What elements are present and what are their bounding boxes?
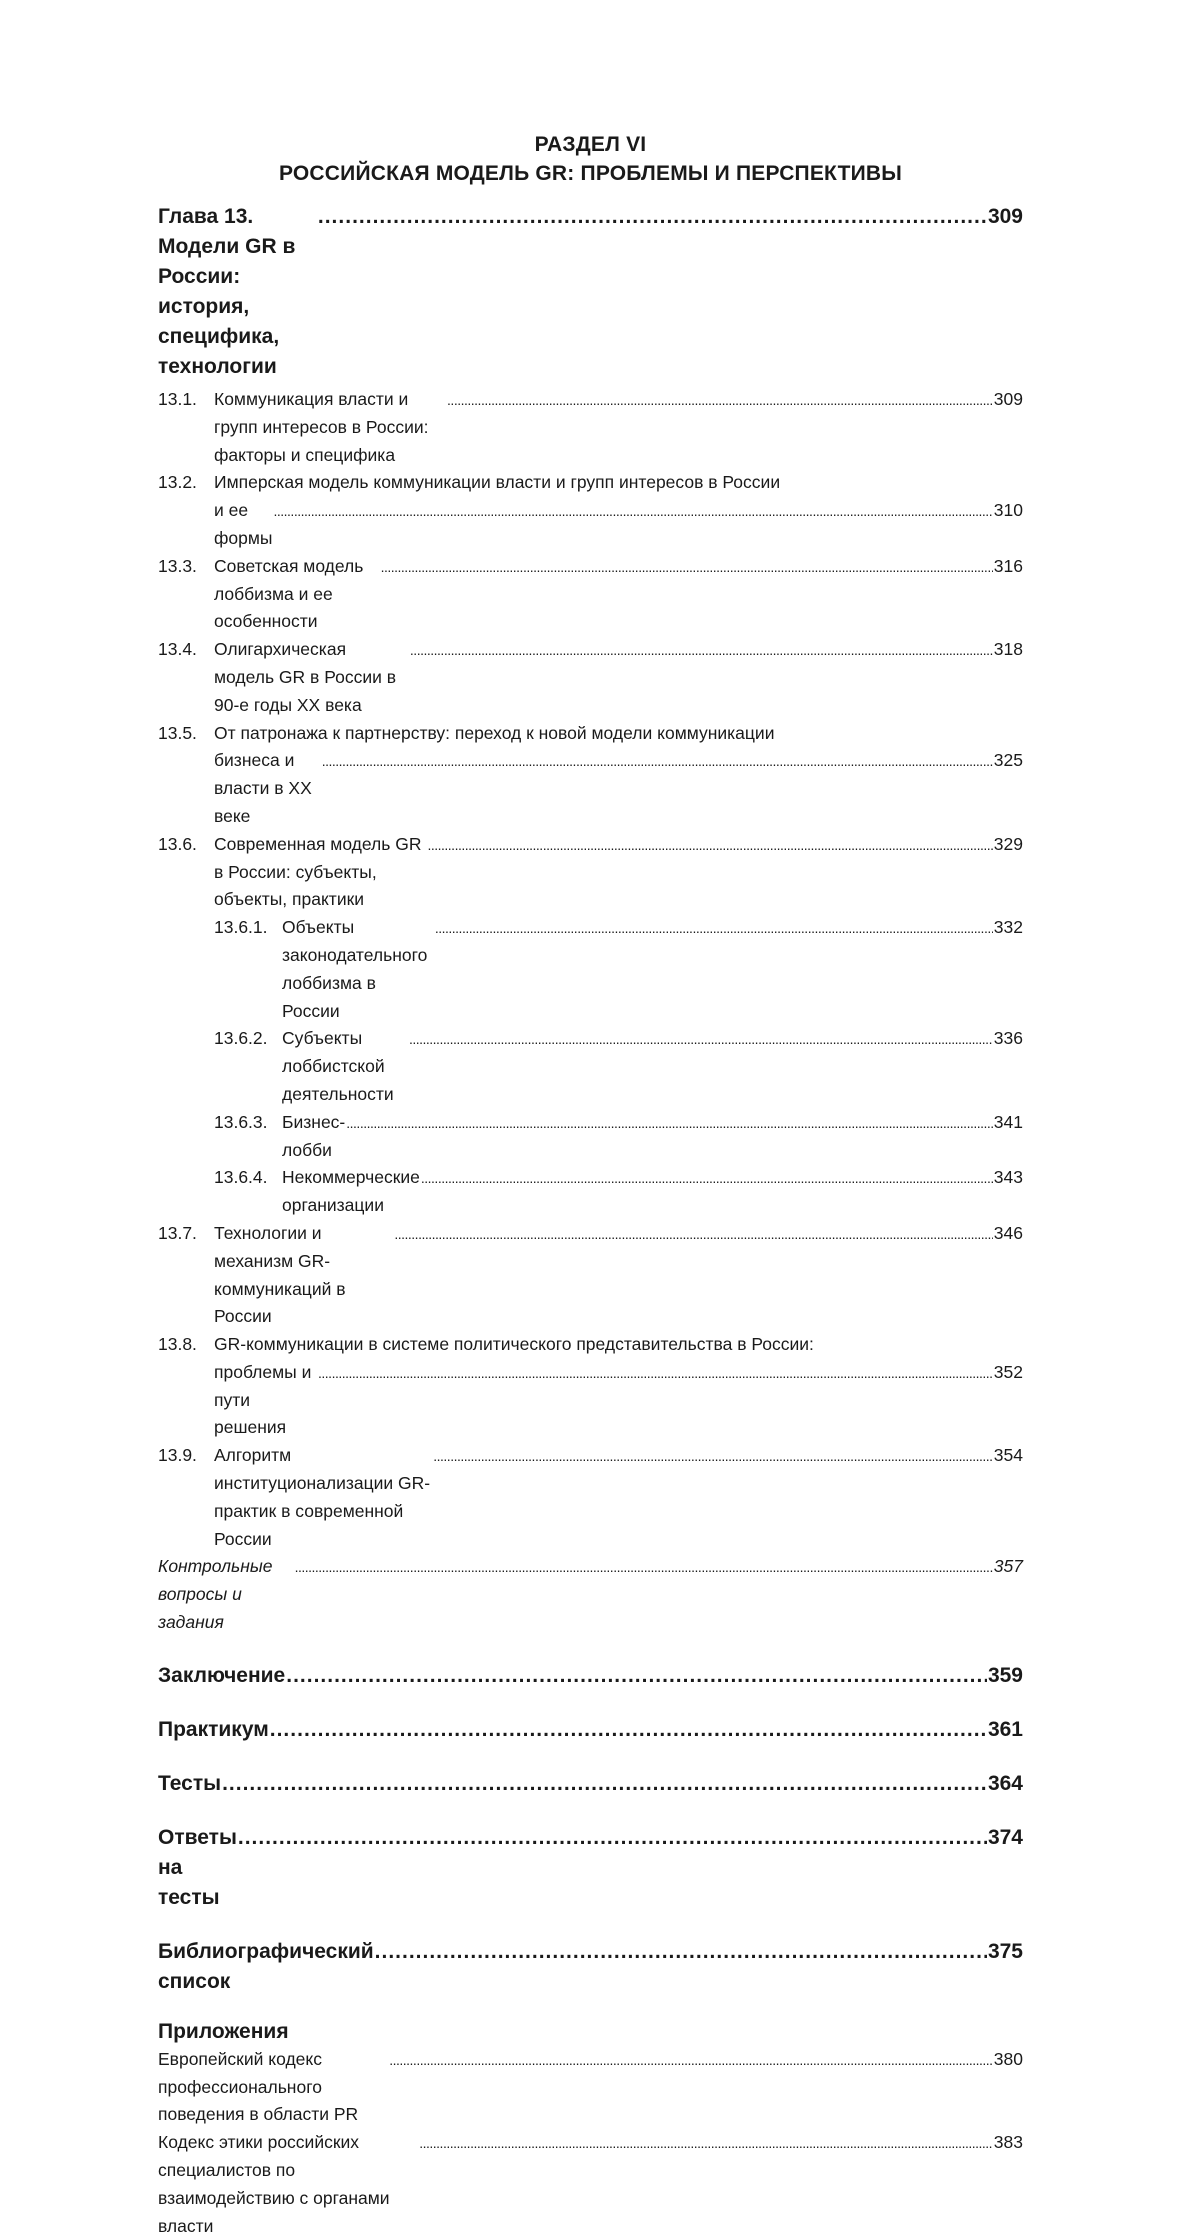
- leader-dots: [419, 2130, 993, 2158]
- entry-title-cont: бизнеса и власти в XX веке: [214, 750, 312, 826]
- toc-subentry[interactable]: [158, 914, 1023, 1025]
- entry-number: 13.6.1.: [214, 917, 268, 938]
- toc-major-practicum[interactable]: [158, 1715, 1023, 1745]
- entry-page: 343: [993, 1167, 1023, 1188]
- leader-dots: [433, 1443, 993, 1471]
- chapter-page: 309: [987, 205, 1023, 228]
- entry-page: 354: [993, 1445, 1023, 1466]
- entry-title: Коммуникация власти и групп интересов в России: факторы и специфика: [214, 389, 429, 465]
- leader-dots: [318, 202, 987, 232]
- leader-dots: [273, 498, 992, 526]
- chapter-title: Глава 13. Модели GR в России: история, специфика, технологии: [158, 205, 296, 378]
- entry-title: Современная модель GR в России: субъекты, объекты, практики: [214, 833, 422, 910]
- entry-title: Технологии и механизм GR-коммуникаций в России: [214, 1222, 346, 1327]
- leader-dots: [394, 1221, 992, 1249]
- entry-number: 13.7.: [158, 1222, 197, 1243]
- entry-number: 13.6.2.: [214, 1028, 268, 1049]
- leader-dots: [295, 1554, 993, 1582]
- entry-page: 316: [993, 555, 1023, 576]
- entry-page: 341: [993, 1111, 1023, 1132]
- leader-dots: [375, 1937, 987, 1967]
- appendix-title: Приложения: [158, 2019, 289, 2043]
- entry-title: GR-коммуникации в системе политического представительства в России:: [214, 1334, 814, 1355]
- major-page: 359: [987, 1663, 1023, 1687]
- toc-entry[interactable]: [158, 1331, 1023, 1442]
- toc-page: [158, 130, 1023, 2240]
- toc-entry[interactable]: [158, 636, 1023, 719]
- entry-number: 13.4.: [158, 639, 197, 660]
- entry-title: Советская модель лоббизма и ее особенности: [214, 555, 364, 632]
- entry-page: 329: [993, 833, 1023, 854]
- questions-page: 357: [993, 1556, 1023, 1577]
- toc-entry[interactable]: [158, 386, 1023, 469]
- entry-page: 336: [993, 1028, 1023, 1049]
- toc-entry[interactable]: [158, 831, 1023, 914]
- major-label: Практикум: [158, 1717, 269, 1741]
- toc-major-conclusion[interactable]: [158, 1661, 1023, 1691]
- section-label: РАЗДЕЛ VI: [534, 133, 647, 156]
- toc-entry[interactable]: [158, 469, 1023, 552]
- entry-page: 318: [993, 639, 1023, 660]
- entry-page: 309: [993, 389, 1023, 409]
- toc-entry[interactable]: [158, 1220, 1023, 1331]
- appendix-page: 383: [993, 2132, 1023, 2153]
- major-page: 364: [987, 1771, 1023, 1795]
- leader-dots: [270, 1715, 987, 1745]
- leader-dots: [410, 637, 993, 665]
- toc-major-bibliography[interactable]: [158, 1937, 1023, 1997]
- major-page: 361: [987, 1717, 1023, 1741]
- leader-dots: [238, 1823, 987, 1853]
- entry-number: 13.5.: [158, 722, 197, 743]
- major-page: 374: [987, 1825, 1023, 1849]
- entry-number: 13.1.: [158, 389, 197, 409]
- chapter-entry[interactable]: [158, 202, 1023, 382]
- entry-page: 352: [993, 1361, 1023, 1382]
- section-title: РОССИЙСКАЯ МОДЕЛЬ GR: ПРОБЛЕМЫ И ПЕРСПЕКТИВЫ: [278, 162, 903, 185]
- toc-major-tests[interactable]: [158, 1769, 1023, 1799]
- entry-title: Имперская модель коммуникации власти и групп интересов в России: [214, 472, 781, 493]
- appendix-label: Европейский кодекс профессионального поведения в области PR: [158, 2048, 359, 2125]
- entry-title: Олигархическая модель GR в России в 90-е годы XX века: [214, 639, 397, 715]
- leader-dots: [222, 1769, 987, 1799]
- leader-dots: [421, 1165, 993, 1193]
- entry-number: 13.9.: [158, 1445, 197, 1466]
- toc-subentry[interactable]: [158, 1109, 1023, 1165]
- toc-subentry[interactable]: [158, 1025, 1023, 1108]
- questions-label: Контрольные вопросы и задания: [158, 1556, 273, 1633]
- major-label: Заключение: [158, 1663, 286, 1687]
- major-label: Ответы на тесты: [158, 1825, 237, 1909]
- entry-page: 346: [993, 1222, 1023, 1243]
- entry-number: 13.2.: [158, 472, 197, 493]
- toc-entry[interactable]: [158, 553, 1023, 636]
- entry-number: 13.6.4.: [214, 1167, 268, 1188]
- leader-dots: [409, 1026, 993, 1054]
- entry-page: 310: [993, 500, 1023, 521]
- entry-title: Алгоритм институционализации GR-практик в современной России: [214, 1445, 431, 1549]
- questions-entry[interactable]: [158, 1553, 1023, 1636]
- leader-dots: [318, 1360, 993, 1388]
- leader-dots: [427, 832, 992, 860]
- leader-dots: [381, 554, 993, 582]
- leader-dots: [447, 387, 993, 415]
- leader-dots: [286, 1661, 987, 1691]
- entry-title: Объекты законодательного лоббизма в России: [282, 917, 428, 1021]
- section-header: [158, 130, 1023, 188]
- entry-title: От патронажа к партнерству: переход к новой модели коммуникации: [214, 722, 775, 743]
- appendix-label: Кодекс этики российских специалистов по взаимодействию с органами власти: [158, 2132, 390, 2236]
- appendix-page: 380: [993, 2048, 1023, 2069]
- entry-title: Субъекты лоббистской деятельности: [282, 1028, 394, 1104]
- leader-dots: [322, 748, 993, 776]
- leader-dots: [389, 2047, 993, 2075]
- entry-page: 325: [993, 750, 1023, 771]
- entry-number: 13.6.: [158, 833, 197, 854]
- entry-title-cont: проблемы и пути решения: [214, 1361, 312, 1438]
- entry-number: 13.6.3.: [214, 1111, 268, 1132]
- entry-title-cont: и ее формы: [214, 500, 273, 548]
- entry-number: 13.8.: [158, 1334, 197, 1355]
- toc-major-answers[interactable]: [158, 1823, 1023, 1913]
- entry-title: Бизнес-лобби: [282, 1111, 346, 1160]
- major-label: Тесты: [158, 1771, 222, 1795]
- toc-entry[interactable]: [158, 1442, 1023, 1553]
- appendix-item[interactable]: [158, 2046, 1023, 2129]
- leader-dots: [346, 1110, 993, 1138]
- entry-number: 13.3.: [158, 555, 197, 576]
- major-label: Библиографический список: [158, 1939, 374, 1993]
- major-page: 375: [987, 1939, 1023, 1963]
- entry-page: 332: [993, 917, 1023, 938]
- entry-title: Некоммерческие организации: [282, 1167, 420, 1216]
- chapter-entries: [158, 386, 1023, 1637]
- toc-entry[interactable]: [158, 720, 1023, 831]
- leader-dots: [435, 915, 993, 943]
- toc-subentry[interactable]: [158, 1164, 1023, 1220]
- appendix-item[interactable]: [158, 2129, 1023, 2240]
